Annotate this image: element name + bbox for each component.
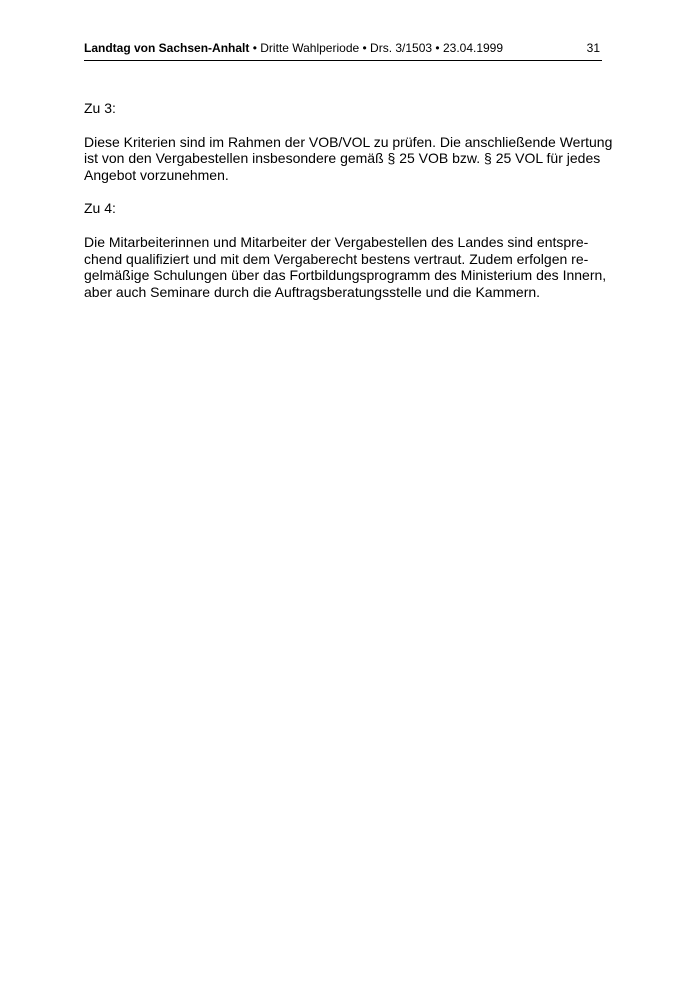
header-citation bbox=[84, 40, 503, 56]
paragraph-line: gelmäßige Schulungen über das Fortbildungsprogramm des Ministerium des Innern, bbox=[84, 267, 607, 284]
header-date: 23.04.1999 bbox=[442, 41, 504, 55]
section-zu-4 bbox=[84, 200, 624, 300]
section-heading: Zu 3: bbox=[84, 100, 116, 116]
section-heading: Zu 4: bbox=[84, 200, 116, 217]
header-period: Dritte Wahlperiode bbox=[260, 41, 360, 55]
document-body bbox=[84, 100, 624, 317]
paragraph-line: Die Mitarbeiterinnen und Mitarbeiter der Vergabestellen des Landes sind entspre- bbox=[84, 233, 589, 250]
header-drs: Drs. 3/1503 bbox=[370, 41, 433, 55]
paragraph-line: ist von den Vergabestellen insbesondere gemäß § 25 VOB bzw. § 25 VOL für jedes bbox=[84, 150, 601, 167]
header-org: Landtag von Sachsen-Anhalt bbox=[84, 41, 250, 55]
page-header bbox=[84, 40, 602, 61]
paragraph-line: aber auch Seminare durch die Auftragsberatungsstelle und die Kammern. bbox=[84, 283, 541, 300]
section-paragraph bbox=[84, 234, 624, 300]
section-paragraph bbox=[84, 134, 624, 184]
header-separator: • bbox=[432, 41, 443, 55]
section-zu-3 bbox=[84, 100, 624, 183]
page-number: 31 bbox=[586, 41, 600, 55]
paragraph-line: Diese Kriterien sind im Rahmen der VOB/VOL zu prüfen. Die anschließende Wertung bbox=[84, 133, 613, 150]
paragraph-line: chend qualifiziert und mit dem Vergaberecht bestens vertraut. Zudem erfolgen re- bbox=[84, 250, 589, 267]
header-separator: • bbox=[249, 41, 261, 55]
paragraph-line: Angebot vorzunehmen. bbox=[84, 166, 229, 183]
header-separator: • bbox=[359, 41, 371, 55]
